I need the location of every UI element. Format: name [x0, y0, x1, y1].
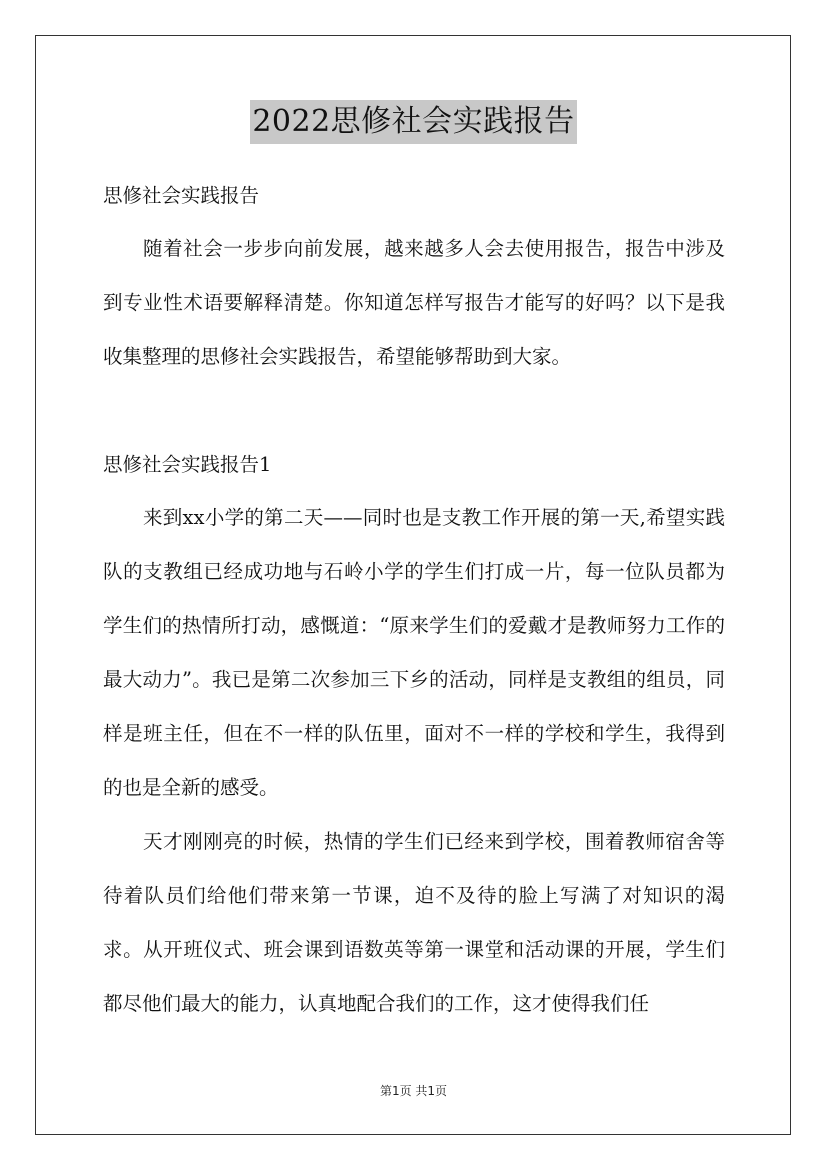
document-title: 2022思修社会实践报告 [250, 100, 576, 144]
body-paragraph-1: 来到xx小学的第二天——同时也是支教工作开展的第一天,希望实践队的支教组已经成功地与石岭小学的学生们打成一片，每一位队员都为学生们的热情所打动，感慨道：“原来学生们的爱戴才是教师努力工作的最大动力”。我已是第二次参加三下乡的活动，同样是支教组的组员，同样是班主任，但在不一样的队伍里，面对不一样的学校和学生，我得到的也是全新的感受。 [103, 506, 725, 799]
body-paragraph-2: 天才刚刚亮的时候，热情的学生们已经来到学校，围着教师宿舍等待着队员们给他们带来第一节课，迫不及待的脸上写满了对知识的渴求。从开班仪式、班会课到语数英等第一课堂和活动课的开展，学生们都尽他们最大的能力，认真地配合我们的工作，这才使得我们任 [103, 830, 725, 1015]
intro-paragraph: 随着社会一步步向前发展，越来越多人会去使用报告，报告中涉及到专业性术语要解释清楚。你知道怎样写报告才能写的好吗？以下是我收集整理的思修社会实践报告，希望能够帮助到大家。 [103, 237, 725, 368]
title-container [0, 100, 827, 144]
page-footer: 第1页 共1页 [379, 1084, 448, 1098]
section-title: 思修社会实践报告1 [103, 453, 272, 476]
document-heading: 思修社会实践报告 [103, 184, 260, 207]
